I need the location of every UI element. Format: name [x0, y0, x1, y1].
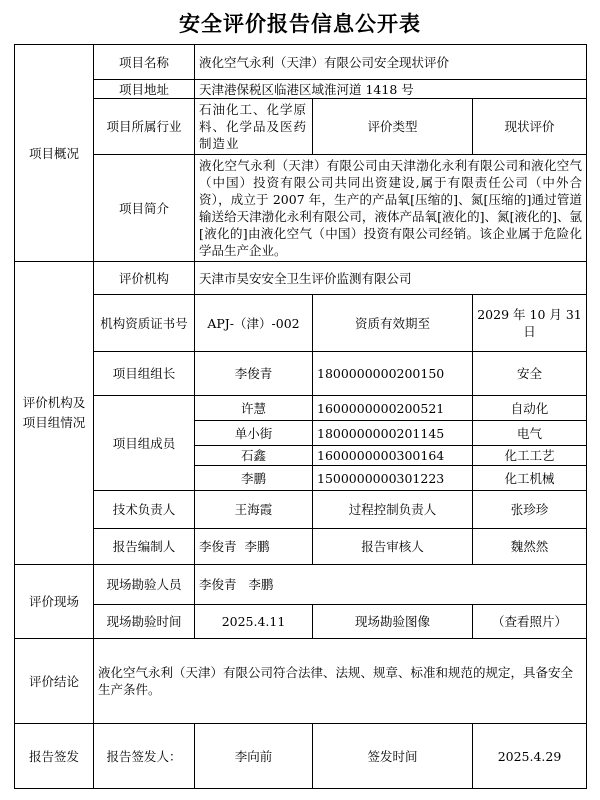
member-name: 石鑫 [195, 446, 313, 466]
member-id: 1600000000300164 [313, 446, 473, 466]
leader-label: 项目组组长 [94, 352, 195, 396]
eval-type-label: 评价类型 [313, 99, 473, 155]
issuer-label: 报告签发人： [94, 724, 195, 789]
table-row [15, 80, 587, 99]
member-id: 1500000000301223 [313, 466, 473, 491]
site-image-label: 现场勘验图像 [313, 605, 473, 639]
table-row [15, 639, 587, 724]
table-row [15, 605, 587, 639]
conclusion-text: 液化空气永利（天津）有限公司符合法律、法规、规章、标准和规范的规定，具备安全生产条件。 [94, 639, 587, 724]
member-field: 化工工艺 [473, 446, 587, 466]
org-name: 天津市昊安安全卫生评价监测有限公司 [195, 262, 587, 295]
section-site: 评价现场 [15, 565, 94, 639]
table-row [15, 155, 587, 262]
process-lead: 张珍珍 [473, 491, 587, 529]
site-staff-label: 现场勘验人员 [94, 565, 195, 605]
issuer-name: 李向前 [195, 724, 313, 789]
table-row [15, 99, 587, 155]
tech-lead: 王海霞 [195, 491, 313, 529]
member-id: 1600000000200521 [313, 396, 473, 421]
view-photos-link[interactable]: （查看照片） [492, 614, 568, 629]
section-agency: 评价机构及项目组情况 [15, 262, 94, 565]
member-field: 电气 [473, 421, 587, 446]
table-row [15, 724, 587, 789]
member-name: 单小街 [195, 421, 313, 446]
table-row [15, 295, 587, 352]
tech-lead-label: 技术负责人 [94, 491, 195, 529]
member-name: 李鹏 [195, 466, 313, 491]
project-name-label: 项目名称 [94, 45, 195, 80]
validity-label: 资质有效期至 [313, 295, 473, 352]
eval-type: 现状评价 [473, 99, 587, 155]
report-author: 李俊青 李鹏 [195, 529, 313, 565]
author-label: 报告编制人 [94, 529, 195, 565]
section-sign: 报告签发 [15, 724, 94, 789]
leader-field: 安全 [473, 352, 587, 396]
member-field: 自动化 [473, 396, 587, 421]
section-overview: 项目概况 [15, 45, 94, 262]
industry-label: 项目所属行业 [94, 99, 195, 155]
table-row [15, 262, 587, 295]
report-reviewer: 魏然然 [473, 529, 587, 565]
cert-label: 机构资质证书号 [94, 295, 195, 352]
industry: 石油化工、化学原料、化学品及医药制造业 [195, 99, 313, 155]
member-field: 化工机械 [473, 466, 587, 491]
table-row [15, 565, 587, 605]
page-title: 安全评价报告信息公开表 [179, 12, 421, 36]
validity-date: 2029 年 10 月 31 日 [473, 295, 587, 352]
site-staff: 李俊青 李鹏 [195, 565, 587, 605]
project-address: 天津港保税区临港区域淮河道 1418 号 [195, 80, 587, 99]
sign-time-label: 签发时间 [313, 724, 473, 789]
reviewer-label: 报告审核人 [313, 529, 473, 565]
site-time: 2025.4.11 [195, 605, 313, 639]
disclosure-table [14, 44, 587, 789]
site-image-cell [473, 605, 587, 639]
project-name: 液化空气永利（天津）有限公司安全现状评价 [195, 45, 587, 80]
table-row [15, 529, 587, 565]
member-id: 1800000000201145 [313, 421, 473, 446]
section-conclusion: 评价结论 [15, 639, 94, 724]
sign-time: 2025.4.29 [473, 724, 587, 789]
project-intro: 液化空气永利（天津）有限公司由天津渤化永利有限公司和液化空气（中国）投资有限公司共同出资建设,属于有限责任公司（中外合资），成立于 2007 年，生产的产品氧[压缩的]、氮[压缩的]通过管道输送给天津渤化永利有限公司，液体产品氧[液化的]、氮[液化的]、氩[液化的]由液化空气（中国）投资有限公司经销。该企业属于危险化学品生产企业。 [195, 155, 587, 262]
cert-number: APJ-（津）-002 [195, 295, 313, 352]
members-label: 项目组成员 [94, 396, 195, 491]
org-label: 评价机构 [94, 262, 195, 295]
leader-name: 李俊青 [195, 352, 313, 396]
member-name: 许慧 [195, 396, 313, 421]
project-address-label: 项目地址 [94, 80, 195, 99]
process-lead-label: 过程控制负责人 [313, 491, 473, 529]
leader-id: 1800000000200150 [313, 352, 473, 396]
table-row [15, 352, 587, 396]
intro-label: 项目简介 [94, 155, 195, 262]
table-row [15, 45, 587, 80]
table-row [15, 491, 587, 529]
site-time-label: 现场勘验时间 [94, 605, 195, 639]
table-row [15, 396, 587, 421]
